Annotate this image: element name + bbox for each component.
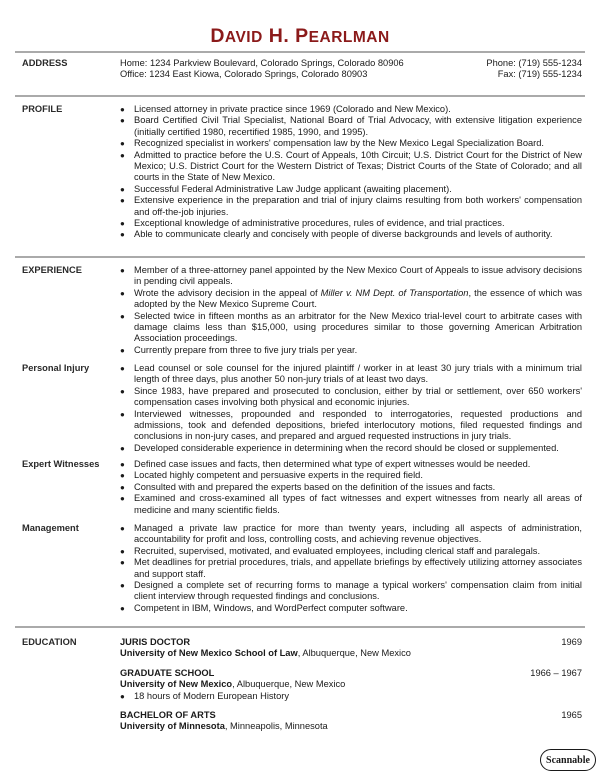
subsection-label: Management (22, 523, 79, 533)
list-item: ● Successful Federal Administrative Law Judge applicant (awaiting placement). (120, 184, 582, 195)
list-item: ● Able to communicate clearly and concisely with people of diverse backgrounds and levels of authority. (120, 229, 582, 240)
education-entry (120, 637, 582, 660)
divider (15, 256, 585, 258)
case-name: Miller v. NM Dept. of Transportation (320, 287, 469, 298)
list-item: ● Admitted to practice before the U.S. Court of Appeals, 10th Circuit; U.S. District Court for the District of New Mexico; U.S. District Court for the Western District of Texas; District Courts of the State of Colorado; and all courts in the State of New Mexico. (120, 150, 582, 184)
divider (15, 51, 585, 53)
list-item: ● 18 hours of Modern European History (120, 691, 582, 702)
degree: GRADUATE SCHOOL (120, 667, 215, 678)
school: University of New Mexico (120, 679, 233, 690)
list-item: ● Wrote the advisory decision in the appeal of Miller v. NM Dept. of Transportation, the essence of which was adopted by the New Mexico Supreme Court. (120, 288, 582, 311)
list-item: ● Designed a complete set of recurring forms to manage a typical workers' compensation claim from initial client interview through requested findings and conclusions. (120, 580, 582, 603)
home-address: Home: 1234 Parkview Boulevard, Colorado Springs, Colorado 80906 (120, 58, 404, 68)
list-item: ● Defined case issues and facts, then determined what type of expert witnesses would be needed. (120, 459, 582, 470)
education-entry (120, 710, 582, 733)
list-item: ● Managed a private law practice for more than twenty years, including all aspects of administration, accountability for profit and loss, controlling costs, and achieving revenue objectives. (120, 523, 582, 546)
degree: JURIS DOCTOR (120, 637, 191, 647)
list-item: ● Competent in IBM, Windows, and WordPerfect computer software. (120, 603, 582, 614)
subsection-label: Expert Witnesses (22, 459, 100, 469)
list-item: ● Since 1983, have prepared and prosecuted to conclusion, either by trial or settlement, over 650 workers' compensation cases involving both physical and economic injuries. (120, 386, 582, 409)
school: University of New Mexico School of Law (120, 648, 298, 659)
list-item: ● Interviewed witnesses, propounded and responded to interrogatories, requested productions and admissions, took and defended depositions, briefed interlocutory motions, filed requested findings and conclusions in non-jury cases, and prepared and argued requested instructions in jury trials. (120, 409, 582, 443)
location: , Albuquerque, New Mexico (232, 679, 346, 690)
section-label: ADDRESS (22, 58, 68, 68)
list-item: ● Recruited, supervised, motivated, and evaluated employees, including clerical staff and paralegals. (120, 546, 582, 557)
office-address: Office: 1234 East Kiowa, Colorado Springs, Colorado 80903 (120, 69, 368, 80)
list-item: ● Extensive experience in the preparation and trial of injury claims resulting from both workers' compensation and off-the-job injuries. (120, 195, 582, 218)
list-item: ● Developed considerable experience in determining when the record should be closed or supplemented. (120, 443, 582, 454)
degree: BACHELOR OF ARTS (120, 710, 216, 721)
list-item: ● Recognized specialist in workers' compensation law by the New Mexico Legal Specialization Board. (120, 138, 582, 149)
education-entry (120, 668, 582, 702)
list-item: ● Lead counsel or sole counsel for the injured plaintiff / worker in at least 30 jury trials with a minimum trial length of three days, plus another 50 non-jury trials of at least two days. (120, 363, 582, 386)
year: 1969 (561, 637, 582, 647)
list-item: ● Exceptional knowledge of administrative procedures, rules of evidence, and trial practices. (120, 218, 582, 229)
location: , Minneapolis, Minnesota (224, 721, 328, 732)
list-item: ● Currently prepare from three to five jury trials per year. (120, 345, 582, 356)
list-item: ● Located highly competent and persuasive experts in the required field. (120, 470, 582, 481)
list-item: ● Licensed attorney in private practice since 1969 (Colorado and New Mexico). (120, 104, 582, 115)
section-label: EXPERIENCE (22, 265, 82, 275)
phone: Phone: (719) 555-1234 (486, 58, 582, 68)
list-item: ● Board Certified Civil Trial Specialist, National Board of Trial Advocacy, with extensive litigation experience (initially certified 1980, recertified 1985, 1990, and 1995). (120, 115, 582, 138)
section-label: EDUCATION (22, 637, 77, 647)
section-label: PROFILE (22, 104, 63, 114)
location: , Albuquerque, New Mexico (297, 648, 411, 659)
subsection-label: Personal Injury (22, 363, 90, 373)
resume-name: DAVID H. PEARLMAN (210, 25, 390, 47)
school: University of Minnesota (120, 721, 225, 732)
list-item: ● Examined and cross-examined all types of fact witnesses and expert witnesses from nearly all areas of medicine and many scientific fields. (120, 493, 582, 516)
fax: Fax: (719) 555-1234 (497, 69, 582, 80)
list-item: ● Member of a three-attorney panel appointed by the New Mexico Court of Appeals to issue advisory decisions in pending civil appeals. (120, 265, 582, 288)
year: 1966 – 1967 (530, 667, 582, 678)
list-item: ● Met deadlines for pretrial procedures, trials, and appellate briefings by effectively utilizing attorney associates and support staff. (120, 557, 582, 580)
year: 1965 (561, 710, 582, 721)
list-item: ● Selected twice in fifteen months as an arbitrator for the New Mexico trial-level court to arbitrate cases with damage claims less than $15,000, using procedures similar to those governing American Arbitration Association proceedings. (120, 311, 582, 345)
divider (15, 626, 585, 628)
list-item: ● Consulted with and prepared the experts based on the definition of the issues and facts. (120, 482, 582, 493)
divider (15, 95, 585, 97)
scannable-badge: Scannable (540, 749, 596, 771)
